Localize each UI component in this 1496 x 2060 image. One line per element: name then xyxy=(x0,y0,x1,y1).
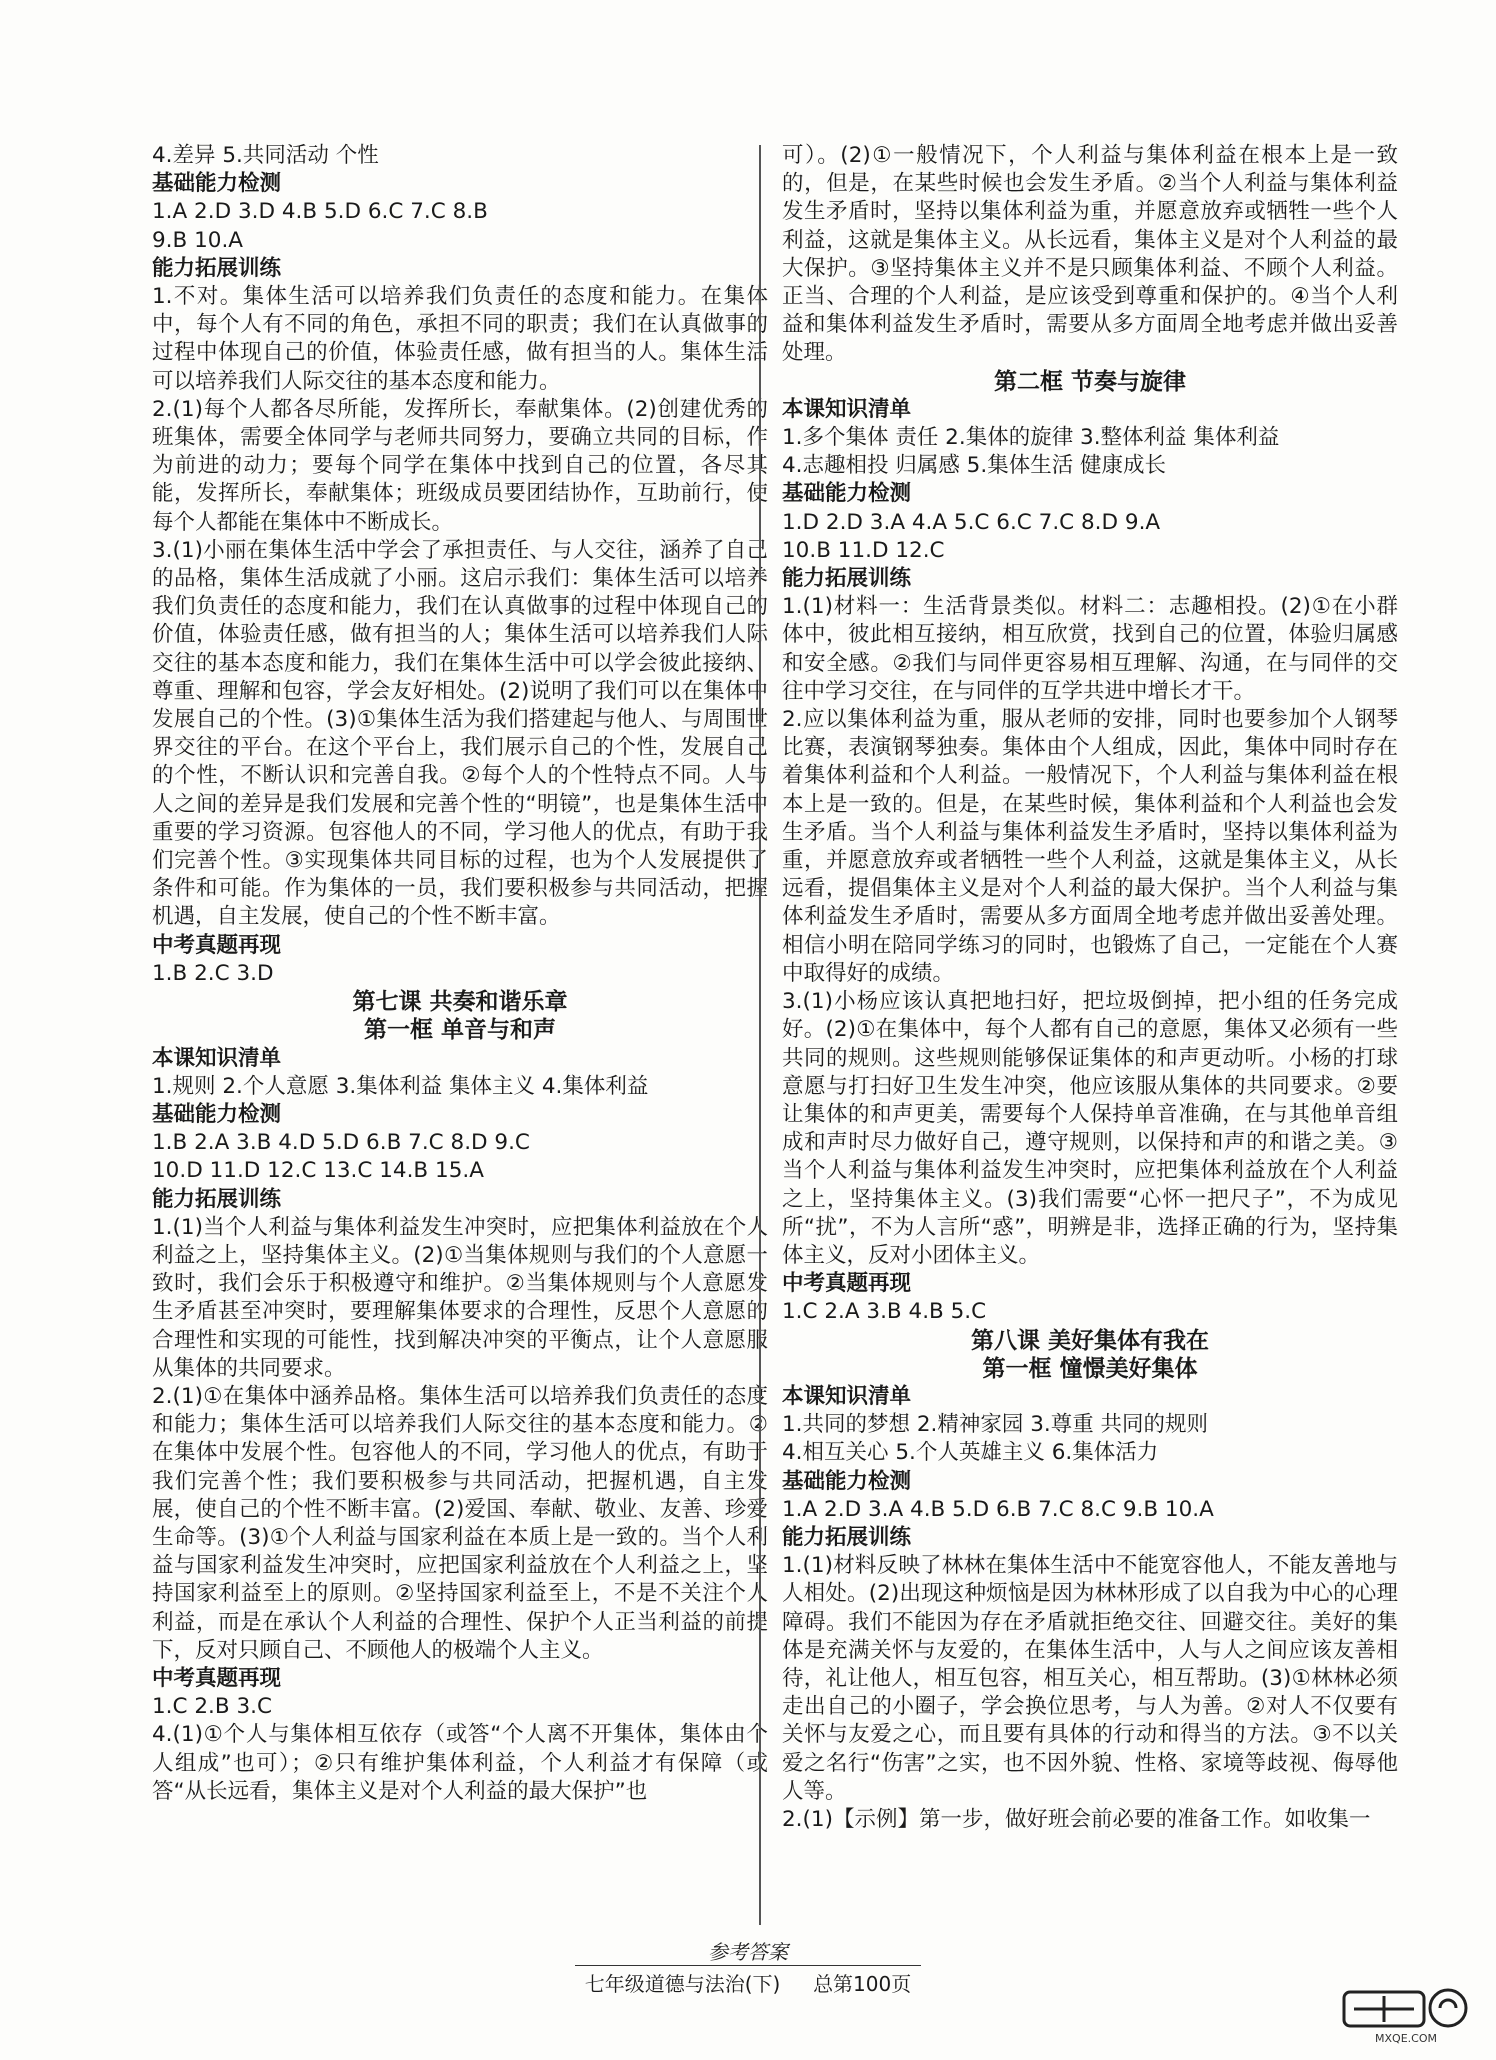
footer-page-number: 总第100页 xyxy=(813,1972,912,1996)
answer-paragraph: 1.(1)材料反映了林林在集体生活中不能宽容他人，不能友善地与人相处。(2)出现这种烦恼是因为林林形成了以自我为中心的心理障碍。我们不能因为存在矛盾就拒绝交往、回避交往。美好的集体是充满关怀与友爱的，在集体生活中，人与人之间应该友善相待，礼让他人，相互包容，相互关心，相互帮助。(3)①林林必须走出自己的小圈子，学会换位思考，与人为善。②对人不仅要有关怀与友爱之心，而且要有具体的行动和得当的方法。③不以关爱之名行“伤害”之实，也不因外貌、性格、家境等歧视、侮辱他人等。 xyxy=(782,1553,1398,1804)
answer-paragraph: 4.(1)①个人与集体相互依存（或答“个人离不开集体，集体由个人组成”也可）；②只有维护集体利益，个人利益才有保障（或答“从长远看，集体主义是对个人利益的最大保护”也 xyxy=(152,1722,768,1804)
lesson-title: 第一框 单音与和声 xyxy=(363,1017,556,1044)
watermark-url: MXQE.COM xyxy=(1375,2032,1437,2045)
answer-paragraph: 2.应以集体利益为重，服从老师的安排，同时也要参加个人钢琴比赛，表演钢琴独奏。集体由个人组成，因此，集体中同时存在着集体利益和个人利益。一般情况下，个人利益与集体利益在根本上是一致的。但是，在某些时候，集体利益和个人利益也会发生矛盾。当个人利益与集体利益发生矛盾时，坚持以集体利益为重，并愿意放弃或者牺牲一些个人利益，这就是集体主义，从长远看，提倡集体主义是对个人利益的最大保护。当个人利益与集体利益发生矛盾时，需要从多方面周全地考虑并做出妥善处理。相信小明在陪同学练习的同时，也锻炼了自己，一定能在个人赛中取得好的成绩。 xyxy=(782,707,1398,986)
column-divider xyxy=(759,145,761,1925)
answer-line: 4.差异 5.共同活动 个性 xyxy=(152,143,379,168)
answer-line: 10.D 11.D 12.C 13.C 14.B 15.A xyxy=(152,1158,484,1184)
answer-line: 1.共同的梦想 2.精神家园 3.尊重 共同的规则 xyxy=(782,1412,1209,1438)
right-column xyxy=(782,142,1398,1834)
left-column xyxy=(152,142,768,1806)
answer-line: 9.B 10.A xyxy=(152,227,243,253)
footer-subject: 七年级道德与法治(下) xyxy=(584,1972,781,1996)
section-heading: 基础能力检测 xyxy=(782,481,912,507)
section-heading: 能力拓展训练 xyxy=(152,1186,282,1212)
lesson-title: 第二框 节奏与旋律 xyxy=(993,368,1186,395)
answer-paragraph: 2.(1)每个人都各尽所能，发挥所长，奉献集体。(2)创建优秀的班集体，需要全体同学与老师共同努力，要确立共同的目标，作为前进的动力；要每个同学在集体中找到自己的位置，各尽其能，发挥所长，奉献集体；班级成员要团结协作，互助前行，使每个人都能在集体中不断成长。 xyxy=(152,396,768,535)
answer-paragraph: 2.(1)①在集体中涵养品格。集体生活可以培养我们负责任的态度和能力；集体生活可以培养我们人际交往的基本态度和能力。②在集体中发展个性。包容他人的不同，学习他人的优点，有助于我们完善个性；我们要积极参与共同活动，把握机遇，自主发展，使自己的个性不断丰富。(2)爱国、奉献、敬业、友善、珍爱生命等。(3)①个人利益与国家利益在本质上是一致的。当个人利益与国家利益发生冲突时，应把国家利益放在个人利益之上，坚持国家利益至上的原则。②坚持国家利益至上，不是不关注个人利益，而是在承认个人利益的合理性、保护个人正当利益的前提下，反对只顾自己、不顾他人的极端个人主义。 xyxy=(152,1383,768,1663)
section-heading: 本课知识清单 xyxy=(152,1045,282,1071)
answer-line: 1.多个集体 责任 2.集体的旋律 3.整体利益 集体利益 xyxy=(782,425,1280,451)
answer-paragraph: 3.(1)小杨应该认真把地扫好，把垃圾倒掉，把小组的任务完成好。(2)①在集体中，每个人都有自己的意愿，集体又必须有一些共同的规则。这些规则能够保证集体的和声更动听。小杨的打球意愿与打扫好卫生发生冲突，他应该服从集体的共同要求。②要让集体的和声更美，需要每个人保持单音准确，在与其他单音组成和声时尽力做好自己，遵守规则，以保持和声的和谐之美。③当个人利益与集体利益发生冲突时，应把集体利益放在个人利益之上，坚持集体主义。(3)我们需要“心怀一把尺子”，不为成见所“扰”，不为人言所“惑”，明辨是非，选择正确的行为，坚持集体主义，反对小团体主义。 xyxy=(782,989,1398,1268)
answer-line: 1.B 2.A 3.B 4.D 5.D 6.B 7.C 8.D 9.C xyxy=(152,1130,530,1156)
lesson-title: 第八课 美好集体有我在 xyxy=(970,1327,1209,1354)
section-heading: 本课知识清单 xyxy=(782,1383,912,1409)
lesson-title: 第一框 憧憬美好集体 xyxy=(982,1355,1198,1382)
section-heading: 基础能力检测 xyxy=(152,171,282,197)
answer-line: 1.A 2.D 3.D 4.B 5.D 6.C 7.C 8.B xyxy=(152,199,488,225)
answer-line: 1.D 2.D 3.A 4.A 5.C 6.C 7.C 8.D 9.A xyxy=(782,509,1161,535)
section-heading: 中考真题再现 xyxy=(152,1665,282,1691)
section-heading: 能力拓展训练 xyxy=(152,255,282,281)
watermark-logo xyxy=(1336,1984,1476,2046)
answer-line: 4.志趣相投 归属感 5.集体生活 健康成长 xyxy=(782,453,1167,479)
footer-rule xyxy=(575,1965,921,1966)
section-heading: 能力拓展训练 xyxy=(782,566,912,592)
section-heading: 中考真题再现 xyxy=(782,1271,912,1297)
answer-line: 1.C 2.A 3.B 4.B 5.C xyxy=(782,1299,987,1325)
section-heading: 基础能力检测 xyxy=(782,1468,912,1494)
section-heading: 本课知识清单 xyxy=(782,396,912,422)
answer-line: 1.C 2.B 3.C xyxy=(152,1694,272,1720)
answer-paragraph: 可）。(2)①一般情况下，个人利益与集体利益在根本上是一致的，但是，在某些时候也会发生矛盾。②当个人利益与集体利益发生矛盾时，坚持以集体利益为重，并愿意放弃或牺牲一些个人利益，这就是集体主义。从长远看，集体主义是对个人利益的最大保护。③坚持集体主义并不是只顾集体利益、不顾个人利益。正当、合理的个人利益，是应该受到尊重和保护的。④当个人利益和集体利益发生矛盾时，需要从多方面周全地考虑并做出妥善处理。 xyxy=(782,143,1398,366)
footer-label: 参考答案 xyxy=(708,1940,788,1964)
answer-line: 4.相互关心 5.个人英雄主义 6.集体活力 xyxy=(782,1440,1159,1466)
answer-paragraph: 3.(1)小丽在集体生活中学会了承担责任、与人交往，涵养了自己的品格，集体生活成就了小丽。这启示我们：集体生活可以培养我们负责任的态度和能力，我们在认真做事的过程中体现自己的价值，体验责任感，做有担当的人；集体生活可以培养我们人际交往的基本态度和能力，我们在集体生活中可以学会彼此接纳、尊重、理解和包容，学会友好相处。(2)说明了我们可以在集体中发展自己的个性。(3)①集体生活为我们搭建起与他人、与周围世界交往的平台。在这个平台上，我们展示自己的个性，发展自己的个性，不断认识和完善自我。②每个人的个性特点不同。人与人之间的差异是我们发展和完善个性的“明镜”，也是集体生活中重要的学习资源。包容他人的不同，学习他人的优点，有助于我们完善个性。③实现集体共同目标的过程，也为个人发展提供了条件和可能。作为集体的一员，我们要积极参与共同活动，把握机遇，自主发展，使自己的个性不断丰富。 xyxy=(152,537,768,930)
section-heading: 基础能力检测 xyxy=(152,1101,282,1127)
lesson-title: 第七课 共奏和谐乐章 xyxy=(352,989,568,1016)
answer-line: 1.规则 2.个人意愿 3.集体利益 集体主义 4.集体利益 xyxy=(152,1073,649,1099)
answer-line: 1.B 2.C 3.D xyxy=(152,960,274,986)
answer-line: 1.A 2.D 3.A 4.B 5.D 6.B 7.C 8.C 9.B 10.A xyxy=(782,1496,1214,1522)
answer-paragraph: 1.(1)材料一：生活背景类似。材料二：志趣相投。(2)①在小群体中，彼此相互接纳，相互欣赏，找到自己的位置，体验归属感和安全感。②我们与同伴更容易相互理解、沟通，在与同伴的交往中学习交往，在与同伴的互学共进中增长才干。 xyxy=(782,594,1398,704)
answer-paragraph: 2.(1)【示例】第一步，做好班会前必要的准备工作。如收集一 xyxy=(782,1806,1371,1832)
answer-line: 10.B 11.D 12.C xyxy=(782,537,945,563)
section-heading: 中考真题再现 xyxy=(152,932,282,958)
section-heading: 能力拓展训练 xyxy=(782,1524,912,1550)
answer-paragraph: 1.不对。集体生活可以培养我们负责任的态度和能力。在集体中，每个人有不同的角色，承担不同的职责；我们在认真做事的过程中体现自己的价值，体验责任感，做有担当的人。集体生活可以培养我们人际交往的基本态度和能力。 xyxy=(152,284,768,394)
footer-info xyxy=(0,1968,1496,1997)
answer-paragraph: 1.(1)当个人利益与集体利益发生冲突时，应把集体利益放在个人利益之上，坚持集体主义。(2)①当集体规则与我们的个人意愿一致时，我们会乐于积极遵守和维护。②当集体规则与个人意愿发生矛盾甚至冲突时，要理解集体要求的合理性，反思个人意愿的合理性和实现的可能性，找到解决冲突的平衡点，让个人意愿服从集体的共同要求。 xyxy=(152,1214,768,1381)
